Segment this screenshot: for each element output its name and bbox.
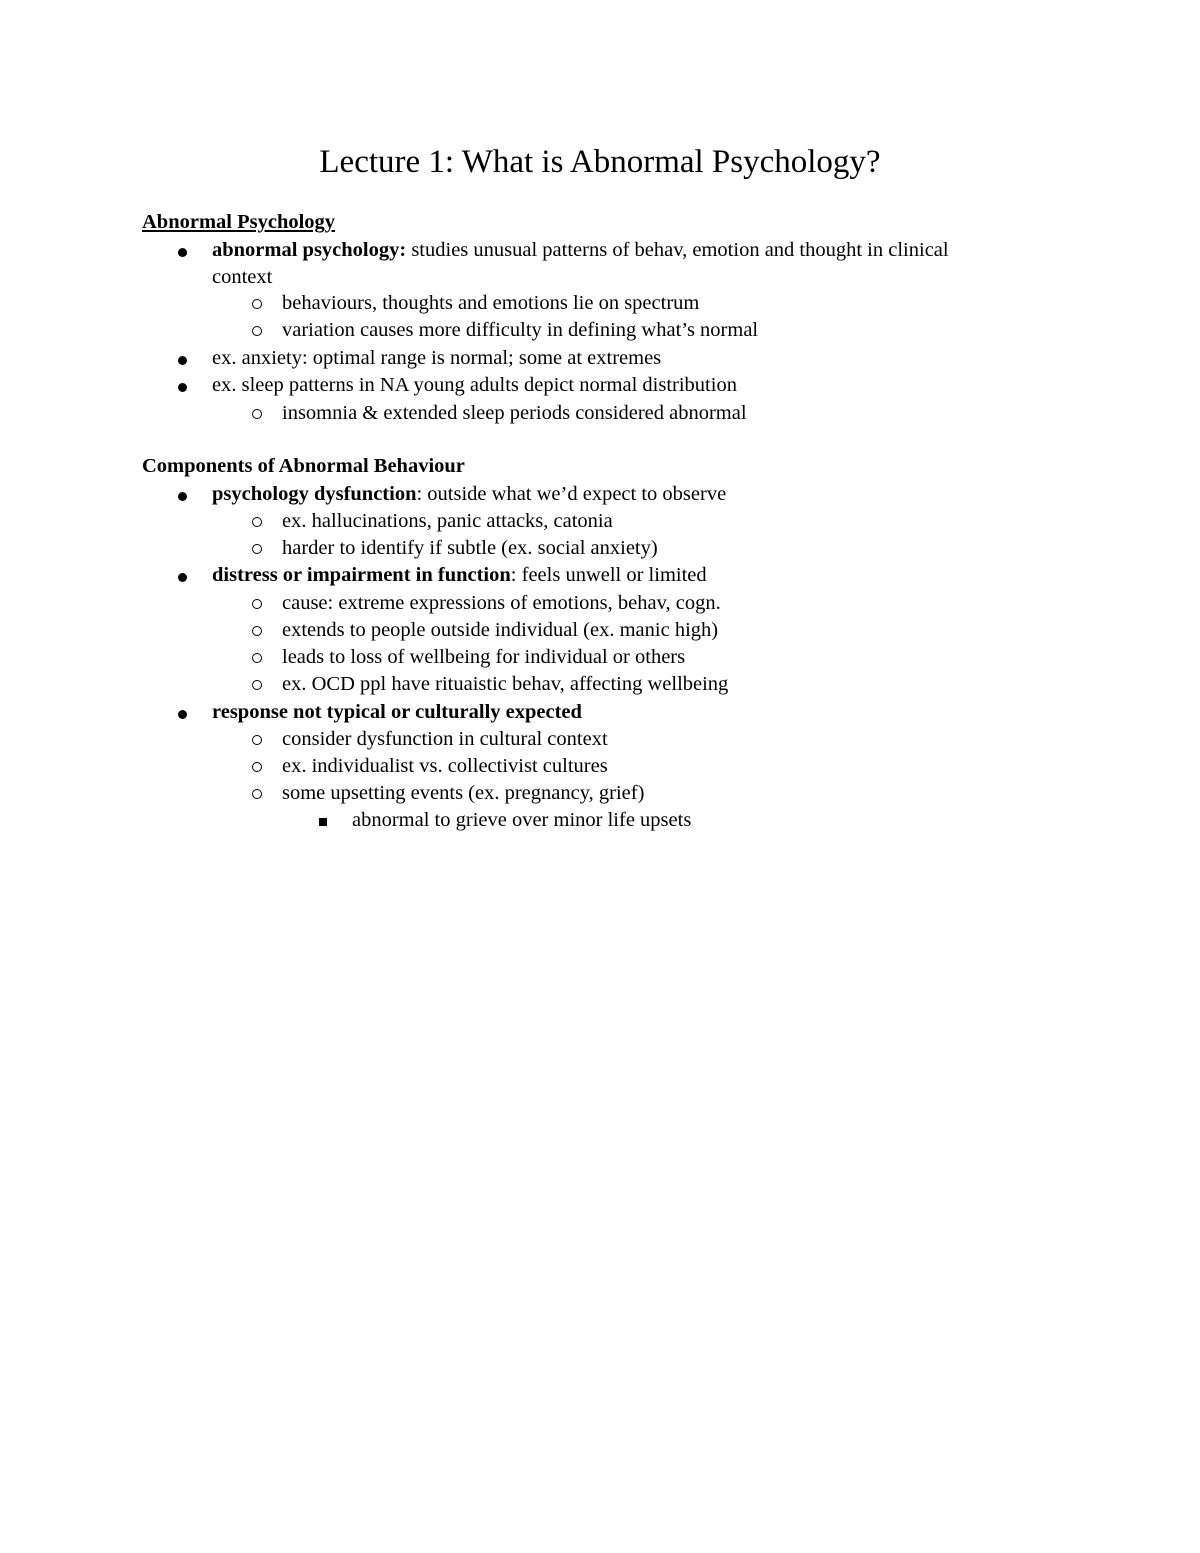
bullet-disc-icon — [178, 383, 187, 392]
item-text: : outside what we’d expect to observe — [416, 483, 727, 505]
bullet-disc-icon — [178, 248, 187, 257]
sub-list-item: variation causes more difficulty in defining what’s normal — [282, 319, 759, 341]
bullet-circle-icon — [252, 326, 262, 336]
bullet-circle-icon — [252, 735, 262, 745]
sub-list-item: ex. individualist vs. collectivist cultures — [282, 755, 608, 777]
list-item: ex. anxiety: optimal range is normal; some at extremes — [212, 347, 662, 369]
list-item — [212, 562, 707, 589]
section-heading-abnormal-psychology: Abnormal Psychology — [142, 211, 336, 233]
sub-list-item: extends to people outside individual (ex. manic high) — [282, 619, 719, 641]
sub-list-item: behaviours, thoughts and emotions lie on spectrum — [282, 292, 700, 314]
sub-list-item: cause: extreme expressions of emotions, behav, cogn. — [282, 592, 721, 614]
bullet-square-icon — [319, 818, 327, 826]
bullet-circle-icon — [252, 680, 262, 690]
bullet-circle-icon — [252, 299, 262, 309]
sub-list-item: consider dysfunction in cultural context — [282, 728, 608, 750]
term-label: abnormal psychology: — [212, 239, 407, 261]
sub-list-item: insomnia & extended sleep periods considered abnormal — [282, 402, 747, 424]
sub-list-item: leads to loss of wellbeing for individual or others — [282, 646, 686, 668]
list-item-continuation: context — [212, 266, 273, 288]
bullet-disc-icon — [178, 573, 187, 582]
item-text: studies unusual patterns of behav, emotion and thought in clinical — [406, 239, 949, 261]
bullet-disc-icon — [178, 710, 187, 719]
list-item — [212, 481, 726, 508]
sub-sub-list-item: abnormal to grieve over minor life upsets — [352, 809, 692, 831]
page-title: Lecture 1: What is Abnormal Psychology? — [319, 144, 881, 180]
section-heading-components: Components of Abnormal Behaviour — [142, 455, 465, 477]
bullet-disc-icon — [178, 492, 187, 501]
sub-list-item: ex. hallucinations, panic attacks, catonia — [282, 510, 613, 532]
bullet-circle-icon — [252, 599, 262, 609]
list-item — [212, 237, 949, 264]
bullet-disc-icon — [178, 356, 187, 365]
list-item: ex. sleep patterns in NA young adults depict normal distribution — [212, 374, 737, 396]
bullet-circle-icon — [252, 762, 262, 772]
bullet-circle-icon — [252, 789, 262, 799]
bullet-circle-icon — [252, 544, 262, 554]
item-text: : feels unwell or limited — [510, 564, 707, 586]
bullet-circle-icon — [252, 653, 262, 663]
bullet-circle-icon — [252, 409, 262, 419]
term-label: response not typical or culturally expected — [212, 701, 582, 723]
bullet-circle-icon — [252, 517, 262, 527]
sub-list-item: some upsetting events (ex. pregnancy, grief) — [282, 782, 645, 804]
sub-list-item: harder to identify if subtle (ex. social anxiety) — [282, 537, 658, 559]
term-label: distress or impairment in function — [212, 564, 511, 586]
bullet-circle-icon — [252, 626, 262, 636]
term-label: psychology dysfunction — [212, 483, 417, 505]
sub-list-item: ex. OCD ppl have rituaistic behav, affecting wellbeing — [282, 673, 729, 695]
list-item — [212, 699, 582, 726]
